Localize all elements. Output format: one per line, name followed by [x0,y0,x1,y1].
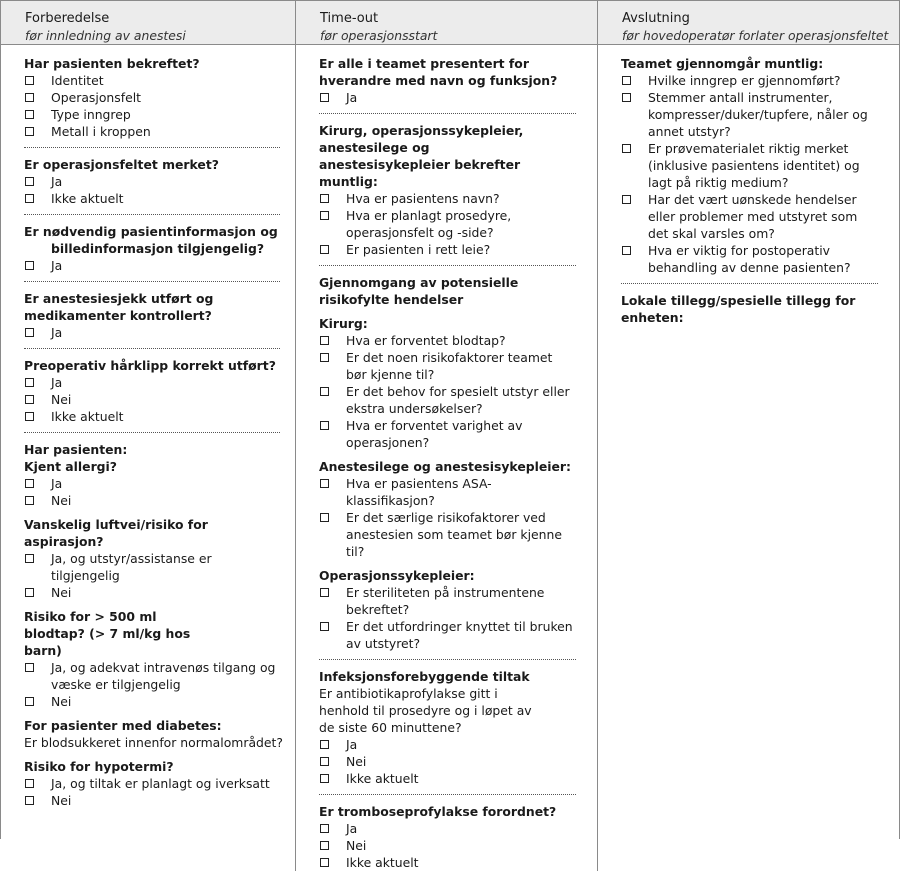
options-group [24,550,295,601]
checkbox-item[interactable] [621,72,878,89]
checkbox-icon[interactable] [24,391,51,408]
options-group [319,89,597,106]
checkbox-label: Nei [51,493,72,508]
checkbox-item[interactable] [24,584,280,601]
subsection-heading: Kirurg: [319,316,368,331]
checkbox-item[interactable] [24,492,280,509]
checkbox-icon[interactable] [621,72,648,89]
question: For pasienter med diabetes: [24,718,222,733]
checkbox-item[interactable] [621,242,878,276]
checkbox-item[interactable] [24,659,280,693]
column-subtitle: før hovedoperatør forlater operasjonsfeltet [622,28,889,43]
question: Er operasjonsfeltet merket? [24,157,219,172]
checkbox-label: Hva er forventet varighet av operasjonen? [346,418,523,450]
spacer [24,601,295,608]
checkbox-item[interactable] [24,257,280,274]
checkbox-label: Nei [346,754,367,769]
checkbox-item[interactable] [24,775,280,792]
checkbox-item[interactable] [319,207,576,241]
checkbox-label: Hvilke inngrep er gjennomført? [648,73,841,88]
checkbox-icon[interactable] [319,770,346,787]
checkbox-icon[interactable] [319,332,346,349]
checkbox-item[interactable] [24,123,280,140]
column-title: Forberedelse [25,11,110,26]
question: Kjent allergi? [24,459,117,474]
subsection-heading: Anestesilege og anestesisykepleier: [319,459,571,474]
dotted-divider [319,794,576,795]
subsection-heading: Operasjonssykepleier: [319,568,475,583]
column-title: Avslutning [622,11,690,26]
checkbox-item[interactable] [24,89,280,106]
dotted-divider [319,265,576,266]
column-subtitle: før operasjonsstart [320,28,438,43]
checkbox-item[interactable] [24,374,280,391]
checkbox-icon[interactable] [621,89,648,140]
checkbox-label: Hva er viktig for postoperativ behandling av denne pasienten? [648,243,851,275]
checkbox-item[interactable] [319,736,576,753]
question-text: Er blodsukkeret innenfor normalområdet? [24,735,283,750]
checkbox-icon[interactable] [24,106,51,123]
checkbox-icon[interactable] [24,475,51,492]
checkbox-label: Ikke aktuelt [346,855,419,870]
checkbox-icon[interactable] [319,89,346,106]
checkbox-item[interactable] [319,349,576,383]
question: Kirurg, operasjonssykepleier, anestesilege og anestesisykepleier bekrefter muntlig: [319,123,524,189]
checkbox-item[interactable] [319,332,576,349]
checkbox-item[interactable] [24,72,280,89]
checkbox-icon[interactable] [621,140,648,191]
options-group [319,332,597,451]
checkbox-icon[interactable] [319,241,346,258]
options-group [24,475,295,509]
spacer [24,710,295,717]
checkbox-icon[interactable] [621,242,648,276]
checkbox-item[interactable] [319,509,576,560]
checkbox-label: Nei [346,838,367,853]
checkbox-icon[interactable] [319,349,346,383]
checkbox-label: Ja [51,325,63,340]
options-group [319,190,597,258]
checkbox-icon[interactable] [319,584,346,618]
column-avslutning [598,45,899,871]
dotted-divider [319,659,576,660]
checkbox-label: Ja [51,476,63,491]
checkbox-label: Type inngrep [51,107,131,122]
dotted-divider [621,283,878,284]
checkbox-item[interactable] [621,191,878,242]
checkbox-item[interactable] [24,391,280,408]
checkbox-icon[interactable] [24,792,51,809]
checkbox-icon[interactable] [319,837,346,854]
checkbox-label: Nei [51,392,72,407]
checkbox-label: Nei [51,585,72,600]
question: Risiko for hypotermi? [24,759,174,774]
checkbox-label: Ikke aktuelt [51,409,124,424]
header-time-out [296,1,598,44]
checkbox-label: Er det noen risikofaktorer teamet bør kjenne til? [346,350,553,382]
spacer [24,751,295,758]
question-text: Er antibiotikaprofylakse gitt i henhold til prosedyre og i løpet av de siste 60 minuttene? [319,686,532,735]
options-group [319,736,597,787]
question: Er anestesiesjekk utført og medikamenter kontrollert? [24,291,214,323]
column-title: Time-out [320,11,379,26]
options-group [319,820,597,871]
question: Er tromboseprofylakse forordnet? [319,804,557,819]
checkbox-icon[interactable] [319,854,346,871]
dotted-divider [24,432,280,433]
checkbox-item[interactable] [319,820,576,837]
question: Er alle i teamet presentert for hverandre med navn og funksjon? [319,56,558,88]
checkbox-icon[interactable] [24,72,51,89]
checkbox-icon[interactable] [24,374,51,391]
checkbox-icon[interactable] [24,775,51,792]
checkbox-item[interactable] [24,408,280,425]
options-group [319,584,597,652]
question: Teamet gjennomgår muntlig: [621,56,824,71]
checkbox-label: Hva er planlagt prosedyre, operasjonsfelt og -side? [346,208,512,240]
question: Er nødvendig pasientinformasjon og billedinformasjon tilgjengelig? [24,224,278,256]
checkbox-icon[interactable] [24,693,51,710]
dotted-divider [24,281,280,282]
checkbox-icon[interactable] [319,207,346,241]
checkbox-icon[interactable] [319,618,346,652]
checkbox-item[interactable] [24,550,280,584]
column-time-out [296,45,598,871]
dotted-divider [24,348,280,349]
options-group [319,475,597,560]
checkbox-label: Ja [346,821,358,836]
checkbox-item[interactable] [24,693,280,710]
checkbox-label: Har det vært uønskede hendelser eller problemer med utstyret som det skal varsles om? [648,192,858,241]
checkbox-icon[interactable] [24,190,51,207]
checkbox-item[interactable] [319,618,576,652]
checkbox-label: Ikke aktuelt [51,191,124,206]
checkbox-item[interactable] [24,475,280,492]
checkbox-label: Operasjonsfelt [51,90,142,105]
checkbox-label: Ja [346,90,358,105]
checkbox-icon[interactable] [24,492,51,509]
options-group [24,173,295,207]
checkbox-label: Ja [51,375,63,390]
question-intro: Har pasienten: [24,442,128,457]
checkbox-icon[interactable] [319,736,346,753]
header-forberedelse [1,1,296,44]
checkbox-icon[interactable] [319,383,346,417]
checkbox-label: Ja [51,174,63,189]
checkbox-item[interactable] [319,417,576,451]
checkbox-label: Er det særlige risikofaktorer ved anestesien som teamet bør kjenne til? [346,510,562,559]
checkbox-label: Stemmer antall instrumenter, kompresser/duker/tupfere, nåler og annet utstyr? [648,90,868,139]
checkbox-label: Hva er forventet blodtap? [346,333,506,348]
checkbox-icon[interactable] [319,475,346,509]
question: Preoperativ hårklipp korrekt utført? [24,358,276,373]
options-group [24,324,295,341]
checkbox-label: Er det utfordringer knyttet til bruken av utstyret? [346,619,573,651]
header-avslutning [598,1,899,44]
checkbox-label: Hva er pasientens navn? [346,191,500,206]
body-row [1,45,899,871]
question: Risiko for > 500 ml blodtap? (> 7 ml/kg hos barn) [24,609,191,658]
checkbox-item[interactable] [24,173,280,190]
checkbox-label: Nei [51,694,72,709]
checkbox-item[interactable] [621,140,878,191]
checkbox-label: Ja [51,258,63,273]
checkbox-label: Ja, og adekvat intravenøs tilgang og væske er tilgjengelig [51,660,276,692]
checkbox-item[interactable] [319,475,576,509]
checkbox-item[interactable] [24,190,280,207]
checkbox-item[interactable] [319,770,576,787]
checkbox-icon[interactable] [24,257,51,274]
checkbox-label: Metall i kroppen [51,124,151,139]
checkbox-icon[interactable] [621,191,648,242]
question: Har pasienten bekreftet? [24,56,200,71]
checkbox-item[interactable] [24,324,280,341]
checkbox-label: Ja, og utstyr/assistanse er tilgjengelig [51,551,212,583]
options-group [24,72,295,140]
checkbox-label: Er steriliteten på instrumentene bekreftet? [346,585,545,617]
checkbox-label: Er pasienten i rett leie? [346,242,491,257]
options-group [24,659,295,710]
section-heading: Infeksjonsforebyggende tiltak [319,669,530,684]
checkbox-item[interactable] [621,89,878,140]
checkbox-icon[interactable] [24,550,51,584]
checkbox-icon[interactable] [24,659,51,693]
checkbox-item[interactable] [319,241,576,258]
checkbox-item[interactable] [319,383,576,417]
checkbox-icon[interactable] [24,123,51,140]
checkbox-label: Nei [51,793,72,808]
dotted-divider [24,147,280,148]
checkbox-label: Ikke aktuelt [346,771,419,786]
checkbox-label: Identitet [51,73,104,88]
checkbox-item[interactable] [24,792,280,809]
checkbox-label: Ja, og tiltak er planlagt og iverksatt [51,776,270,791]
options-group [24,374,295,425]
checkbox-item[interactable] [319,854,576,871]
dotted-divider [319,113,576,114]
section-heading: Gjennomgang av potensielle risikofylte hendelser [319,275,519,307]
column-subtitle: før innledning av anestesi [25,28,186,43]
question: Vanskelig luftvei/risiko for aspirasjon? [24,517,208,549]
checkbox-item[interactable] [24,106,280,123]
question: Lokale tillegg/spesielle tillegg for enheten: [621,293,856,325]
checkbox-item[interactable] [319,753,576,770]
checkbox-icon[interactable] [24,173,51,190]
options-group [24,257,295,274]
options-group [24,775,295,809]
checkbox-label: Hva er pasientens ASA-klassifikasjon? [346,476,492,508]
checkbox-icon[interactable] [319,509,346,560]
checkbox-label: Er prøvematerialet riktig merket (inklusive pasientens identitet) og lagt på riktig medium? [648,141,860,190]
checkbox-icon[interactable] [24,584,51,601]
options-group [621,72,899,276]
checkbox-icon[interactable] [319,820,346,837]
checkbox-icon[interactable] [319,190,346,207]
column-forberedelse [1,45,296,871]
checkbox-item[interactable] [319,89,576,106]
checkbox-label: Ja [346,737,358,752]
spacer [319,560,597,567]
dotted-divider [24,214,280,215]
checkbox-icon[interactable] [319,753,346,770]
spacer [319,451,597,458]
header-row [1,1,899,45]
checkbox-item[interactable] [319,837,576,854]
spacer [24,509,295,516]
spacer [319,308,597,315]
checkbox-item[interactable] [319,190,576,207]
checkbox-item[interactable] [319,584,576,618]
checkbox-icon[interactable] [24,89,51,106]
checkbox-icon[interactable] [24,408,51,425]
checkbox-icon[interactable] [24,324,51,341]
checkbox-icon[interactable] [319,417,346,451]
checkbox-label: Er det behov for spesielt utstyr eller ekstra undersøkelser? [346,384,570,416]
